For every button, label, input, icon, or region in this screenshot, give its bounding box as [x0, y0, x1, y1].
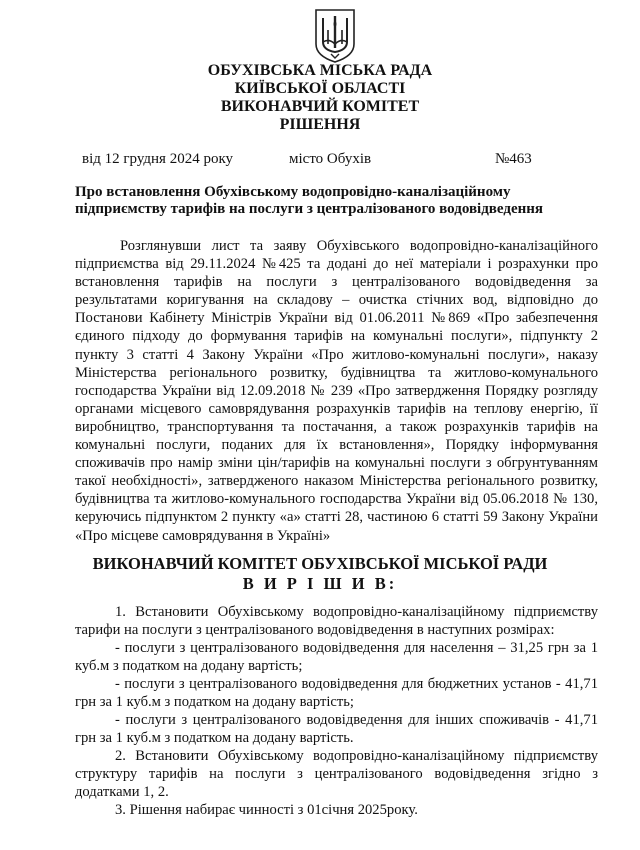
resolution-verb: В И Р І Ш И В:: [242, 574, 398, 593]
tariff-other-consumers: - послуги з централізованого водовідведення для інших споживачів - 41,71 грн за 1 куб.м з податком на додану вартість.: [75, 712, 598, 746]
resolution-item-1: 1. Встановити Обухівському водопровідно-каналізаційному підприємству тарифи на послуги з централізованого водовідведення в наступних розмірах:: [75, 604, 598, 638]
tariff-population: - послуги з централізованого водовідведення для населення – 31,25 грн за 1 куб.м з податком на додану вартість;: [75, 640, 598, 674]
document-type: РІШЕННЯ: [279, 116, 361, 133]
tariff-budget-institutions: - послуги з централізованого водовідведення для бюджетних установ - 41,71 грн за 1 куб.м з податком на додану вартість;: [75, 676, 598, 710]
decision-number: №463: [495, 151, 532, 167]
decision-city: місто Обухів: [289, 151, 372, 167]
resolution-item-3: 3. Рішення набирає чинності з 01січня 2025року.: [115, 802, 418, 818]
subject-line-2: підприємству тарифів на послуги з централізованого водовідведення: [75, 201, 544, 217]
region-name: КИЇВСЬКОЇ ОБЛАСТІ: [234, 80, 406, 97]
resolution-item-2: 2. Встановити Обухівському водопровідно-каналізаційному підприємству структуру тарифів на послуги з централізованого водовідведення згідно з додатками 1, 2.: [75, 748, 598, 800]
committee-name: ВИКОНАВЧИЙ КОМІТЕТ: [220, 98, 420, 115]
resolution-committee: ВИКОНАВЧИЙ КОМІТЕТ ОБУХІВСЬКОЇ МІСЬКОЇ РАДИ: [92, 554, 548, 573]
trident-coat-of-arms-icon: [313, 8, 357, 64]
preamble-paragraph: Розглянувши лист та заяву Обухівського водопровідно-каналізаційного підприємства від 29.11.2024 №425 та додані до неї матеріали і розрахунки про встановлення тарифів на послуги з централізованого водовідведення за результатами коригування на складову – очистка стічних вод, відповідно до Постанови Кабінету Міністрів України від 01.06.2011 №869 «Про забезпечення єдиного підходу до формування тарифів на комунальні послуги», підпункту 2 пункту 3 статті 4 Закону України «Про житлово-комунальні послуги», наказу Міністерства регіонального розвитку, будівництва та житлово-комунального господарства України від 12.09.2018 № 239 «Про затвердження Порядку розгляду органами місцевого самоврядування розрахунків тарифів на теплову енергію, її виробництво, транспортування та постачання, а також розрахунків тарифів на комунальні послуги, поданих для їх встановлення», Порядку інформування споживачів про намір зміни цін/тарифів на комунальні послуги з обгрунтуванням такої необхідності», затвердженого наказом Міністерства регіонального розвитку, будівництва та житлово-комунального господарства України від 05.06.2018 № 130, керуючись підпунктом 2 пункту «а» статті 28, частиною 6 статті 59 Закону України «Про місцеве самоврядування в Україні»: [75, 238, 598, 544]
subject-line-1: Про встановлення Обухівському водопровідно-каналізаційному: [75, 184, 511, 200]
decision-date: від 12 грудня 2024 року: [82, 151, 234, 167]
decision-subject: [75, 184, 575, 218]
council-name: ОБУХІВСЬКА МІСЬКА РАДА: [207, 62, 433, 79]
decision-meta: [0, 151, 640, 169]
document-header: [0, 62, 640, 134]
resolution-heading: [0, 554, 640, 594]
resolution-body: [75, 603, 598, 819]
